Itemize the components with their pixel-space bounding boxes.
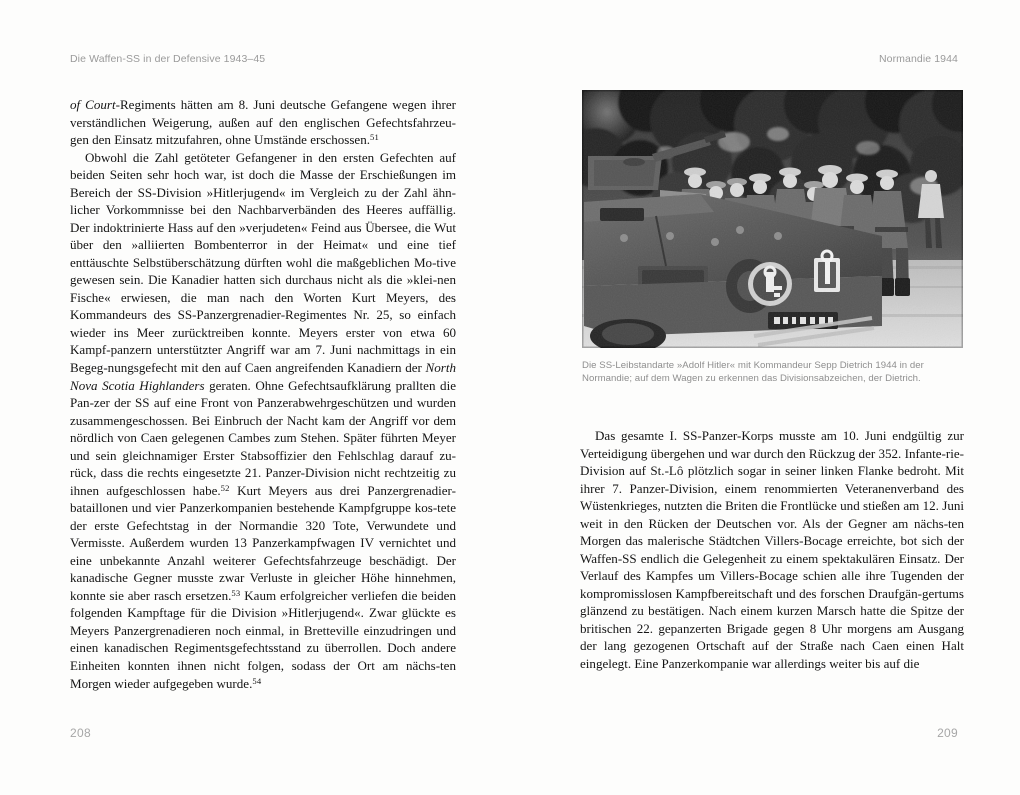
left-page-body — [70, 96, 456, 692]
paragraph: Obwohl die Zahl getöteter Gefangener in den ersten Gefechten auf beiden Seiten sehr hoch war, ist doch die Masse der Erschießungen im Bereich der SS-Division »Hitlerjugend« im Vergleich zu der Zahl ähn-licher Vorkommnisse bei den Nachbarverbänden des Heeres auffällig. Der indoktrinierte Hass auf den »verjudeten« Feind aus Übersee, die Wut über den »alliierten Bombenterror in der Heimat« und eine tief enttäuschte Selbstüberschätzung dürften wohl die maßgeblichen Mo-tive gewesen sein. Die Kanadier hatten sich durchaus nicht als die »klei-nen Fische« erwiesen, die man nach den Worten Kurt Meyers, des Kommandeurs des SS-Panzergrenadier-Regimentes Nr. 25, so einfach wieder ins Meer zurücktreiben konnte. Meyers erster von etwa 60 Kampf-panzern unterstützter Angriff war am 7. Juni nachmittags in ein Begeg-nungsgefecht mit den auf Caen angreifenden Kanadiern der North Nova Scotia Highlanders geraten. Ohne Gefechtsaufklärung prallten die Pan-zer der SS auf eine Front von Panzerabwehrgeschützen und wurden zusammengeschossen. Bei Einbruch der Nacht kam der Angriff vor dem nördlich von Caen gelegenen Cambes zum Stehen. Später führten Meyer und sein gleichnamiger Erster Stabsoffizier den Fehlschlag darauf zu-rück, dass die rechts eingesetzte 21. Panzer-Division nicht rechtzeitig zu ihnen aufgeschlossen habe.$^{52}$ Kurt Meyers aus drei Panzergrenadier-bataillonen und vier Panzerkompanien bestehende Kampfgruppe kos-tete der erste Gefechtstag in der Normandie 320 Tote, Verwundete und Vermisste. Außerdem wurden 13 Panzerkampfwagen IV vernichtet und eine unbekannte Anzahl weiterer Gefechtsfahrzeuge beschädigt. Der kanadische Gegner musste zwar Verluste in gleicher Höhe hinnehmen, konnte sie aber rasch ersetzen.$^{53}$ Kaum erfolgreicher verliefen die beiden folgenden Kampftage für die Division »Hitlerjugend«. Zwar glückte es Meyers Panzergrenadieren noch einmal, in Bretteville einzudringen und einen kanadischen Regimentsgefechtsstand zu überrollen. Doch andere Einheiten konnten ihnen nicht folgen, sodass der Ort am nächs-ten Morgen wieder aufgegeben wurde.$^{54}$ — [70, 149, 456, 691]
page-number-right: 209 — [937, 726, 958, 740]
right-page-body — [580, 427, 964, 672]
running-head-right: Normandie 1944 — [878, 53, 958, 65]
figure-block — [582, 90, 963, 386]
page-number-left: 208 — [70, 726, 91, 740]
left-page-text-column — [70, 96, 456, 692]
paragraph: Das gesamte I. SS-Panzer-Korps musste am 10. Juni endgültig zur Verteidigung übergehen und war durch den Rückzug der 352. Infante-rie-Division auf St.-Lô plötzlich sogar in seiner linken Flanke bedroht. Mit ihrer 7. Panzer-Division, einem renommierten Veteranenverband des Wüstenkrieges, nutzten die Briten die Frontlücke und stießen am 12. Juni weit in den Rücken der Deutschen vor. Als der Gegner am nächs-ten Morgen das malerische Städtchen Villers-Bocage erreichte, bot sich der Waffen-SS endlich die Gelegenheit zu einem spektakulären Einsatz. Der Verlauf des Kampfes um Villers-Bocage schien alle ihre Tugenden der kompromisslosen Kampfbereitschaft und des forschen Draufgän-gertums glänzend zu bestätigen. Nach einem kurzen Marsch hatte die Spitze der britischen 22. gepanzerten Brigade gegen 8 Uhr morgens am Ausgang der lang gezogenen Ortschaft auf der Straße nach Caen einen Halt eingelegt. Eine Panzerkompanie war allerdings weiter bis auf die — [580, 428, 964, 671]
historical-photograph — [582, 90, 963, 348]
running-head-left: Die Waffen-SS in der Defensive 1943–45 — [70, 53, 266, 65]
paragraph: of Court-Regiments hätten am 8. Juni deutsche Gefangene wegen ihrer verständlichen Weigerung, außen auf den englischen Gefechtsfahrzeu-gen den Einsatz mitzufahren, ohne Umstände erschossen.$^{51}$ — [70, 97, 456, 148]
figure-caption: Die SS-Leibstandarte »Adolf Hitler« mit Kommandeur Sepp Dietrich 1944 in der Normandie; auf dem Wagen zu erkennen das Divisionsabzeichen, der Dietrich. — [582, 360, 924, 385]
right-page-text-column — [580, 427, 964, 672]
